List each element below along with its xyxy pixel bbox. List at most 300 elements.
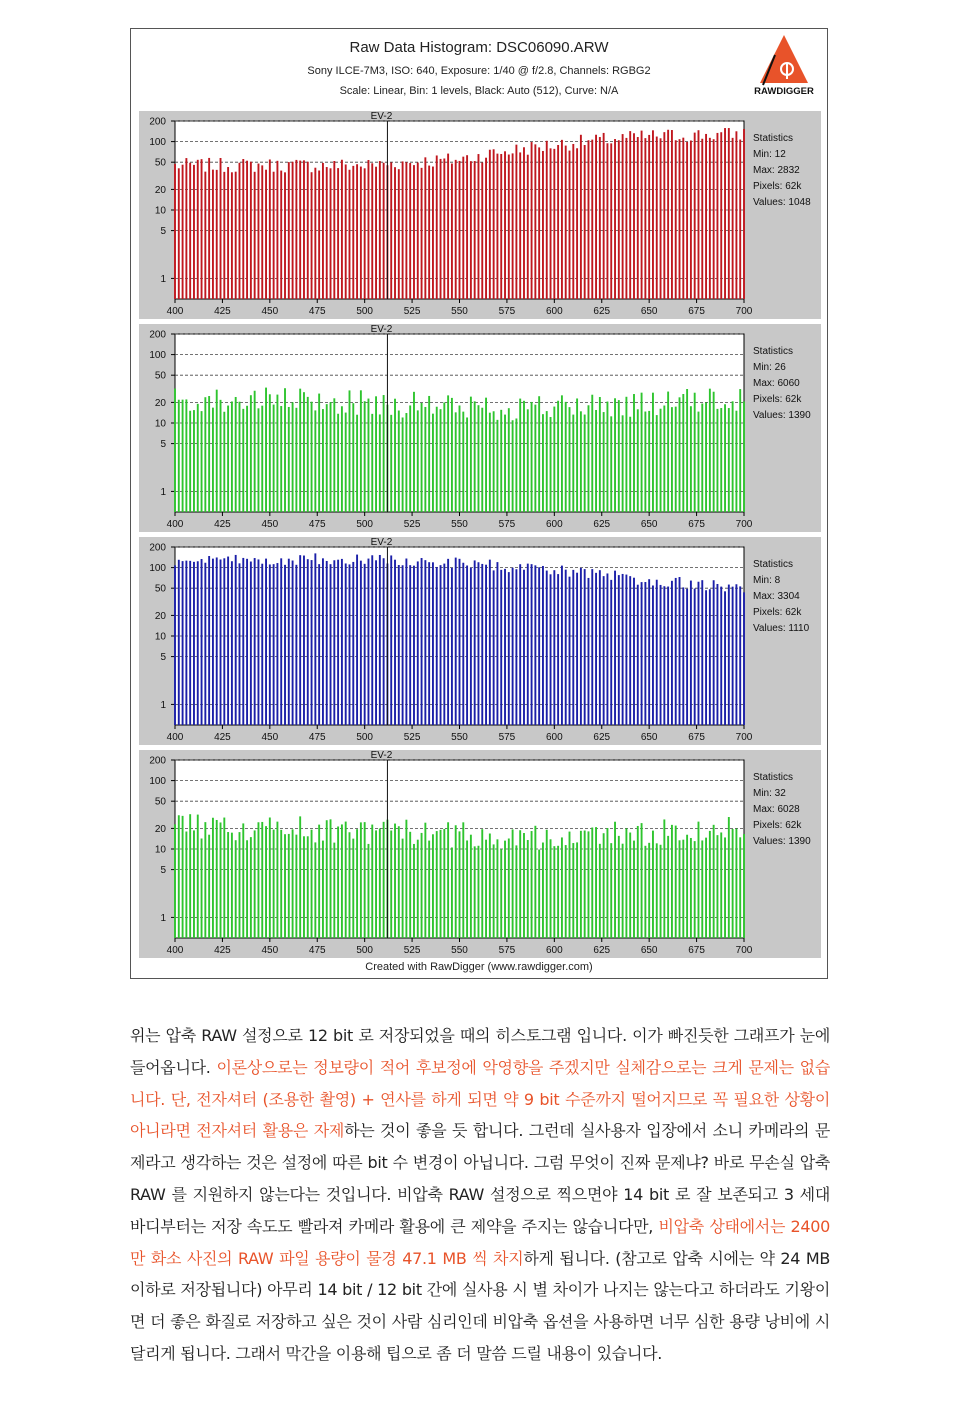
histogram-bar — [572, 843, 574, 938]
histogram-bar — [250, 162, 252, 299]
histogram-bar — [603, 133, 605, 299]
histogram-bar — [595, 573, 597, 725]
histogram-bar — [481, 163, 483, 299]
histogram-bar — [220, 400, 222, 512]
histogram-bar — [625, 138, 627, 299]
histogram-bar — [470, 161, 472, 299]
logo-text: RAWDIGGER — [754, 86, 814, 97]
histogram-bar — [519, 152, 521, 299]
histogram-bar — [360, 390, 362, 512]
histogram-bar — [500, 849, 502, 938]
histogram-bar — [371, 555, 373, 725]
histogram-bar — [663, 586, 665, 725]
histogram-bar — [565, 570, 567, 725]
histogram-bar — [185, 561, 187, 725]
stats-line: Min: 8 — [753, 575, 781, 586]
histogram-bar — [576, 573, 578, 725]
histogram-bar — [413, 844, 415, 938]
histogram-bar — [246, 840, 248, 938]
histogram-bar — [292, 561, 294, 725]
histogram-bar — [341, 160, 343, 299]
histogram-bar — [337, 168, 339, 299]
x-tick-label: 700 — [735, 732, 753, 743]
ev-marker-label: EV-2 — [370, 750, 393, 761]
histogram-bar — [500, 410, 502, 512]
histogram-bar — [413, 165, 415, 299]
x-tick-label: 575 — [498, 945, 516, 956]
histogram-bar — [276, 563, 278, 725]
histogram-bar — [496, 839, 498, 938]
histogram-bar — [421, 168, 423, 299]
histogram-bar — [349, 564, 351, 725]
histogram-bar — [174, 389, 176, 512]
histogram-bar — [356, 415, 358, 512]
histogram-bar — [326, 404, 328, 512]
histogram-bar — [269, 394, 271, 512]
histogram-bar — [242, 823, 244, 938]
histogram-bar — [508, 155, 510, 299]
histogram-bar — [231, 561, 233, 725]
histogram-bar — [671, 581, 673, 725]
histogram-bar — [299, 816, 301, 938]
histogram-bar — [223, 412, 225, 512]
histogram-bar — [451, 164, 453, 299]
histogram-bar — [622, 415, 624, 512]
histogram-bar — [557, 145, 559, 299]
histogram-bar — [440, 565, 442, 725]
histogram-bar — [352, 839, 354, 938]
histogram-bar — [523, 833, 525, 938]
histogram-bar — [197, 561, 199, 725]
histogram-bar — [546, 571, 548, 725]
histogram-bar — [216, 820, 218, 938]
histogram-bar — [254, 558, 256, 725]
stats-line: Values: 1390 — [753, 410, 811, 421]
histogram-bar — [481, 408, 483, 512]
histogram-bar — [185, 399, 187, 512]
y-tick-label: 100 — [149, 350, 166, 362]
histogram-bar — [614, 139, 616, 299]
histogram-bar — [284, 388, 286, 512]
histogram-bar — [284, 834, 286, 938]
histogram-bar — [462, 563, 464, 725]
x-tick-label: 475 — [308, 732, 326, 743]
histogram-bar — [409, 565, 411, 725]
y-tick-label: 50 — [154, 583, 166, 595]
histogram-bar — [648, 135, 650, 299]
histogram-bar — [656, 580, 658, 725]
histogram-bar — [580, 411, 582, 512]
histogram-bar — [379, 828, 381, 938]
x-tick-label: 450 — [261, 945, 279, 956]
histogram-bar — [743, 401, 745, 512]
histogram-bar — [432, 834, 434, 938]
histogram-bar — [610, 143, 612, 299]
x-tick-label: 600 — [545, 732, 563, 743]
histogram-bar — [538, 396, 540, 512]
histogram-bar — [432, 167, 434, 299]
histogram-bar — [246, 406, 248, 512]
histogram-bar — [565, 146, 567, 299]
histogram-bar — [333, 560, 335, 725]
histogram-bar — [246, 559, 248, 725]
histogram-bar — [466, 840, 468, 938]
histogram-bar — [337, 560, 339, 725]
histogram-bar — [671, 825, 673, 938]
histogram-bar — [489, 150, 491, 299]
histogram-bar — [185, 832, 187, 938]
histogram-bar — [428, 166, 430, 299]
histogram-bar — [644, 412, 646, 512]
histogram-bar — [462, 157, 464, 299]
histogram-bar — [690, 581, 692, 725]
histogram-bar — [527, 409, 529, 512]
histogram-bar — [474, 846, 476, 938]
histogram-bar — [436, 407, 438, 512]
histogram-bar — [705, 590, 707, 725]
histogram-bar — [333, 161, 335, 299]
histogram-bar — [436, 567, 438, 725]
histogram-bar — [648, 579, 650, 725]
histogram-bar — [462, 822, 464, 938]
histogram-bar — [606, 143, 608, 299]
x-tick-label: 550 — [451, 945, 468, 956]
x-tick-label: 550 — [451, 519, 468, 530]
histogram-bar — [553, 407, 555, 512]
histogram-bar — [250, 562, 252, 725]
x-tick-label: 400 — [166, 945, 184, 956]
histogram-bar — [212, 170, 214, 299]
histogram-bar — [588, 831, 590, 938]
histogram-bar — [356, 829, 358, 938]
y-tick-label: 10 — [154, 205, 166, 217]
y-tick-label: 50 — [154, 796, 166, 808]
histogram-bar — [201, 838, 203, 938]
histogram-bar — [201, 559, 203, 725]
histogram-bar — [470, 397, 472, 512]
histogram-bar — [546, 830, 548, 938]
histogram-bar — [493, 411, 495, 512]
histogram-bar — [572, 415, 574, 512]
histogram-bar — [307, 397, 309, 512]
histogram-bar — [447, 395, 449, 512]
histogram-bar — [394, 560, 396, 725]
histogram-bar — [440, 409, 442, 512]
histogram-bar — [212, 559, 214, 725]
y-tick-label: 100 — [149, 563, 166, 575]
histogram-bar — [679, 577, 681, 725]
histogram-bar — [193, 165, 195, 299]
histogram-bar — [185, 158, 187, 299]
histogram-bar — [629, 417, 631, 512]
x-tick-label: 675 — [688, 732, 705, 743]
histogram-bar — [724, 591, 726, 725]
histogram-bar — [599, 844, 601, 938]
histogram-bar — [432, 562, 434, 725]
histogram-bar — [182, 400, 184, 512]
y-tick-label: 20 — [154, 610, 166, 622]
histogram-bar — [716, 133, 718, 299]
y-tick-label: 5 — [160, 439, 166, 451]
histogram-bar — [481, 564, 483, 725]
body-text: 하는 것이 좋을 듯 합니다. 그런데 실사용자 입장에서 소니 카메라의 문제라고 생각하는 것은 설정에 따른 bit 수 변경이 아닙니다. 그럼 무엇이 진짜 문제냐? 바로 무손실 압축 RAW 를 지원하지 않는다는 것입니다. 비압축 RAW 설정으로 찍으면야 14 bit 로 잘 보존되고 3 세대 바디부터는 저장 속도도 빨라져 카메라 활용에 큰 제약을 주지는 않습니다만, — [130, 1121, 830, 1236]
histogram-bar — [356, 164, 358, 299]
histogram-bar — [269, 818, 271, 938]
histogram-bar — [235, 555, 237, 725]
histogram-bar — [739, 140, 741, 299]
histogram-bar — [459, 559, 461, 725]
histogram-bar — [303, 160, 305, 299]
stats-line: Values: 1110 — [753, 623, 810, 634]
histogram-bar — [204, 822, 206, 938]
histogram-bar — [519, 830, 521, 938]
histogram-bar — [550, 417, 552, 512]
histogram-bar — [379, 161, 381, 299]
histogram-bar — [478, 154, 480, 299]
body-text: 하게 됩니다. (참고로 압축 시에는 약 24 MB 이하로 저장됩니다) 아무리 14 bit / 12 bit 간에 실사용 시 별 차이가 나지는 않는다고 하더라도 기왕이면 더 좋은 화질로 저장하고 싶은 것이 사람 심리인데 비압축 옵션을 사용하면 너무 심한 용량 낭비에 시달리게 됩니다. 그래서 막간을 이용해 팁으로 좀 더 말씀 드릴 내용이 있습니다. — [130, 1248, 830, 1363]
x-tick-label: 400 — [166, 732, 184, 743]
histogram-bar — [557, 574, 559, 725]
histogram-bar — [576, 148, 578, 299]
histogram-bar — [307, 162, 309, 299]
histogram-bar — [485, 565, 487, 725]
histogram-bar — [208, 158, 210, 299]
histogram-bar — [394, 399, 396, 512]
histogram-bar — [614, 398, 616, 512]
histogram-bar — [584, 415, 586, 512]
histogram-bar — [705, 838, 707, 938]
y-tick-label: 100 — [149, 776, 166, 788]
histogram-bar — [625, 828, 627, 938]
histogram-bar — [178, 168, 180, 299]
x-tick-label: 600 — [545, 306, 563, 317]
histogram-bar — [622, 574, 624, 725]
histogram-bar — [584, 145, 586, 299]
histogram-bar — [728, 128, 730, 299]
histogram-bar — [455, 825, 457, 938]
histogram-bar — [743, 592, 745, 725]
histogram-bar — [333, 398, 335, 512]
histogram-bar — [675, 826, 677, 938]
histogram-bar — [276, 395, 278, 512]
histogram-bar — [523, 570, 525, 725]
stats-line: Max: 6060 — [753, 378, 800, 389]
histogram-bar — [618, 400, 620, 512]
histogram-bar — [739, 837, 741, 938]
x-tick-label: 550 — [451, 306, 468, 317]
histogram-bar — [713, 392, 715, 512]
histogram-bar — [694, 393, 696, 512]
histogram-bar — [254, 830, 256, 938]
histogram-bar — [504, 569, 506, 725]
histogram-bar — [409, 405, 411, 512]
histogram-bar — [314, 168, 316, 299]
x-tick-label: 650 — [640, 306, 658, 317]
histogram-bar — [667, 392, 669, 512]
histogram-bar — [698, 582, 700, 725]
histogram-bar — [709, 589, 711, 725]
histogram-bar — [216, 390, 218, 512]
histogram-bar — [561, 395, 563, 512]
histogram-bar — [368, 399, 370, 512]
article-paragraph — [130, 1020, 830, 1370]
histogram-bar — [686, 389, 688, 512]
histogram-bar — [603, 412, 605, 512]
histogram-bar — [345, 822, 347, 938]
histogram-bar — [208, 396, 210, 512]
stats-line: Values: 1048 — [753, 197, 811, 208]
histogram-bar — [644, 846, 646, 938]
histogram-bar — [694, 133, 696, 299]
histogram-bar — [629, 131, 631, 299]
histogram-bar — [515, 845, 517, 938]
histogram-bar — [189, 163, 191, 299]
histogram-bar — [705, 402, 707, 512]
histogram-bar — [182, 816, 184, 938]
histogram-bar — [489, 833, 491, 938]
histogram-bar — [690, 406, 692, 512]
x-tick-label: 425 — [214, 945, 231, 956]
histogram-bar — [496, 154, 498, 299]
histogram-bar — [178, 815, 180, 938]
histogram-bar — [690, 141, 692, 299]
histogram-panel-g2 — [139, 750, 821, 958]
y-tick-label: 20 — [154, 397, 166, 409]
histogram-bar — [561, 837, 563, 938]
histogram-bar — [383, 395, 385, 512]
histogram-panel-b — [139, 537, 821, 745]
histogram-bar — [599, 570, 601, 725]
histogram-bar — [519, 564, 521, 725]
histogram-bar — [637, 137, 639, 299]
histogram-bar — [421, 558, 423, 725]
histogram-bar — [227, 557, 229, 725]
histogram-bar — [280, 171, 282, 299]
histogram-bar — [242, 159, 244, 299]
histogram-bar — [242, 558, 244, 725]
histogram-bar — [394, 824, 396, 938]
x-tick-label: 425 — [214, 732, 231, 743]
histogram-bar — [330, 402, 332, 512]
histogram-bar — [345, 413, 347, 512]
histogram-bar — [546, 141, 548, 299]
histogram-bar — [629, 576, 631, 725]
y-tick-label: 1 — [160, 273, 166, 285]
histogram-bar — [716, 409, 718, 512]
histogram-bar — [732, 829, 734, 938]
histogram-bar — [258, 408, 260, 512]
stats-line: Max: 3304 — [753, 591, 800, 602]
histogram-bar — [606, 402, 608, 512]
ev-marker-label: EV-2 — [370, 537, 393, 548]
histogram-bar — [379, 555, 381, 725]
figure-title: Raw Data Histogram: DSC06090.ARW — [349, 39, 609, 56]
histogram-bar — [675, 578, 677, 725]
histogram-bar — [493, 149, 495, 299]
histogram-bar — [534, 144, 536, 299]
histogram-bar — [189, 814, 191, 938]
histogram-bar — [375, 560, 377, 725]
histogram-bar — [314, 410, 316, 512]
histogram-bar — [368, 559, 370, 725]
histogram-bar — [303, 392, 305, 512]
stats-heading: Statistics — [753, 346, 794, 357]
histogram-bar — [417, 410, 419, 512]
histogram-bar — [652, 831, 654, 938]
histogram-bar — [728, 408, 730, 512]
histogram-figure — [130, 28, 828, 979]
histogram-bar — [576, 398, 578, 512]
histogram-bar — [470, 568, 472, 725]
histogram-bar — [550, 574, 552, 725]
histogram-bar — [197, 815, 199, 938]
histogram-bar — [478, 846, 480, 938]
histogram-bar — [311, 172, 313, 299]
histogram-bar — [322, 409, 324, 512]
x-tick-label: 450 — [261, 732, 279, 743]
y-tick-label: 1 — [160, 699, 166, 711]
histogram-bar — [553, 570, 555, 725]
histogram-bar — [474, 560, 476, 725]
histogram-bar — [424, 157, 426, 299]
histogram-bar — [694, 589, 696, 725]
histogram-bar — [337, 826, 339, 938]
y-tick-label: 200 — [149, 542, 166, 554]
histogram-bar — [709, 389, 711, 512]
x-tick-label: 400 — [166, 519, 184, 530]
histogram-bar — [493, 570, 495, 725]
histogram-bar — [735, 131, 737, 299]
histogram-bar — [447, 559, 449, 725]
histogram-bar — [584, 831, 586, 938]
histogram-bar — [390, 162, 392, 299]
histogram-bar — [538, 567, 540, 725]
histogram-bar — [720, 832, 722, 938]
stats-line: Pixels: 62k — [753, 394, 802, 405]
histogram-bar — [295, 160, 297, 299]
histogram-bar — [660, 409, 662, 512]
histogram-bar — [239, 832, 241, 938]
histogram-bar — [405, 162, 407, 299]
histogram-bar — [424, 823, 426, 938]
histogram-bar — [432, 414, 434, 512]
histogram-bar — [197, 160, 199, 299]
histogram-bar — [223, 172, 225, 299]
histogram-bar — [709, 138, 711, 299]
histogram-bar — [580, 831, 582, 938]
histogram-bar — [413, 392, 415, 512]
histogram-bar — [599, 137, 601, 299]
histogram-bar — [485, 840, 487, 938]
histogram-bar — [455, 558, 457, 725]
histogram-bar — [451, 398, 453, 512]
histogram-bar — [311, 830, 313, 938]
histogram-bar — [231, 401, 233, 512]
histogram-bar — [417, 561, 419, 725]
histogram-bar — [208, 835, 210, 938]
histogram-bar — [204, 563, 206, 725]
histogram-bar — [443, 829, 445, 938]
histogram-bar — [557, 846, 559, 938]
histogram-bar — [417, 840, 419, 938]
histogram-bar — [299, 389, 301, 512]
histogram-bar — [576, 842, 578, 938]
histogram-bar — [216, 170, 218, 299]
histogram-bar — [660, 138, 662, 299]
histogram-bar — [584, 569, 586, 725]
histogram-bar — [614, 571, 616, 725]
histogram-bar — [728, 817, 730, 938]
